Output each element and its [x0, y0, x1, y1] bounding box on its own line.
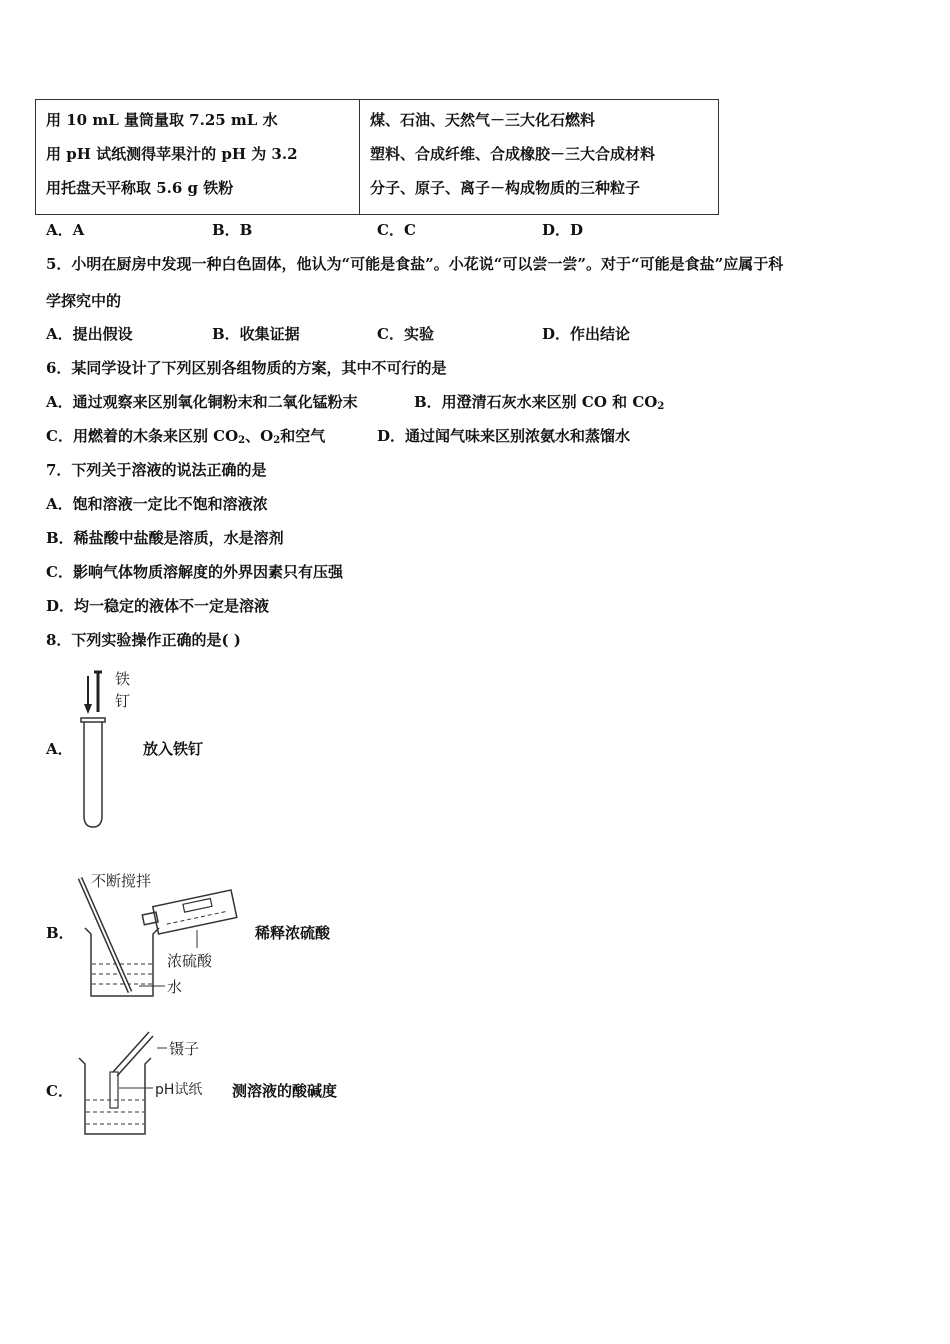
q4-table-right-line: 分子、原子、离子－构成物质的三种粒子 [370, 179, 641, 197]
q7-option-b: B．稀盐酸中盐酸是溶质，水是溶剂 [46, 529, 284, 547]
q8-option-c-desc: 测溶液的酸碱度 [232, 1082, 338, 1100]
dilution-figure [75, 868, 250, 1003]
q4-option-b: B．B [212, 221, 253, 239]
q6-option-d: D．通过闻气味来区别浓氨水和蒸馏水 [377, 427, 631, 445]
ph-test-figure [75, 1028, 225, 1140]
q4-table-right-cell [360, 100, 719, 215]
q6-option-c: C．用燃着的木条来区别 $CO_2$、$O_2$和空气 [46, 427, 326, 446]
q8-option-a-desc: 放入铁钉 [143, 740, 204, 758]
q4-option-a: A．A [46, 221, 85, 239]
q5-stem-line1: 5．小明在厨房中发现一种白色固体，他认为“可能是食盐”。小花说“可以尝一尝”。对于“可能是食盐”应属于科 [46, 255, 784, 273]
q7-option-d: D．均一稳定的液体不一定是溶液 [46, 597, 270, 615]
tweezers-arm [117, 1036, 153, 1076]
q4-option-c: C．C [377, 221, 416, 239]
stir-label: 不断搅拌 [91, 872, 152, 890]
tweezers-label: 镊子 [169, 1040, 200, 1058]
iron-label-2: 钉 [115, 692, 131, 710]
q8-option-b-label: B． [46, 924, 74, 942]
q7-option-a: A．饱和溶液一定比不饱和溶液浓 [46, 495, 268, 513]
ph-paper-label: pH试纸 [155, 1082, 203, 1098]
test-tube-rim [81, 718, 105, 722]
q5-option-b: B．收集证据 [212, 325, 300, 343]
iron-label-1: 铁 [115, 670, 131, 688]
q4-option-d: D．D [542, 221, 584, 239]
q5-option-d: D．作出结论 [542, 325, 631, 343]
q8-option-b-desc: 稀释浓硫酸 [255, 924, 331, 942]
q4-table-left-line: 用托盘天平称取 5.6 g 铁粉 [46, 179, 234, 197]
q4-table [35, 99, 719, 215]
q5-stem-line2: 学探究中的 [46, 292, 122, 310]
test-tube-body [84, 722, 102, 827]
acid-bottle [141, 890, 237, 937]
q8-stem: 8．下列实验操作正确的是( ) [46, 631, 241, 649]
q7-option-c: C．影响气体物质溶解度的外界因素只有压强 [46, 563, 343, 581]
q6-option-b: B．用澄清石灰水来区别 CO 和 $CO_2$ [414, 393, 665, 412]
q5-option-c: C．实验 [377, 325, 434, 343]
q8-option-a-label: A． [46, 740, 73, 758]
water-label: 水 [167, 978, 183, 996]
q4-table-right-line: 塑料、合成纤维、合成橡胶－三大合成材料 [370, 145, 656, 163]
arrow-head [84, 704, 92, 714]
q4-table-left-line: 用 pH 试纸测得苹果汁的 pH 为 3.2 [46, 145, 298, 163]
tweezers-arm [113, 1032, 149, 1072]
glass-rod-inner [80, 878, 130, 992]
q8-option-c-label: C． [46, 1082, 73, 1100]
q5-option-a: A．提出假设 [46, 325, 133, 343]
q6-option-a: A．通过观察来区别氧化铜粉末和二氧化锰粉末 [46, 393, 358, 411]
q4-table-left-cell [36, 100, 360, 215]
q7-stem: 7．下列关于溶液的说法正确的是 [46, 461, 267, 479]
q6-stem: 6．某同学设计了下列区别各组物质的方案，其中不可行的是 [46, 359, 447, 377]
test-tube-figure [75, 664, 145, 834]
q4-table-left-line: 用 10 mL 量筒量取 7.25 mL 水 [46, 111, 278, 129]
ph-paper [110, 1072, 118, 1108]
q4-table-right-line: 煤、石油、天然气－三大化石燃料 [370, 111, 596, 129]
acid-label: 浓硫酸 [167, 952, 213, 970]
